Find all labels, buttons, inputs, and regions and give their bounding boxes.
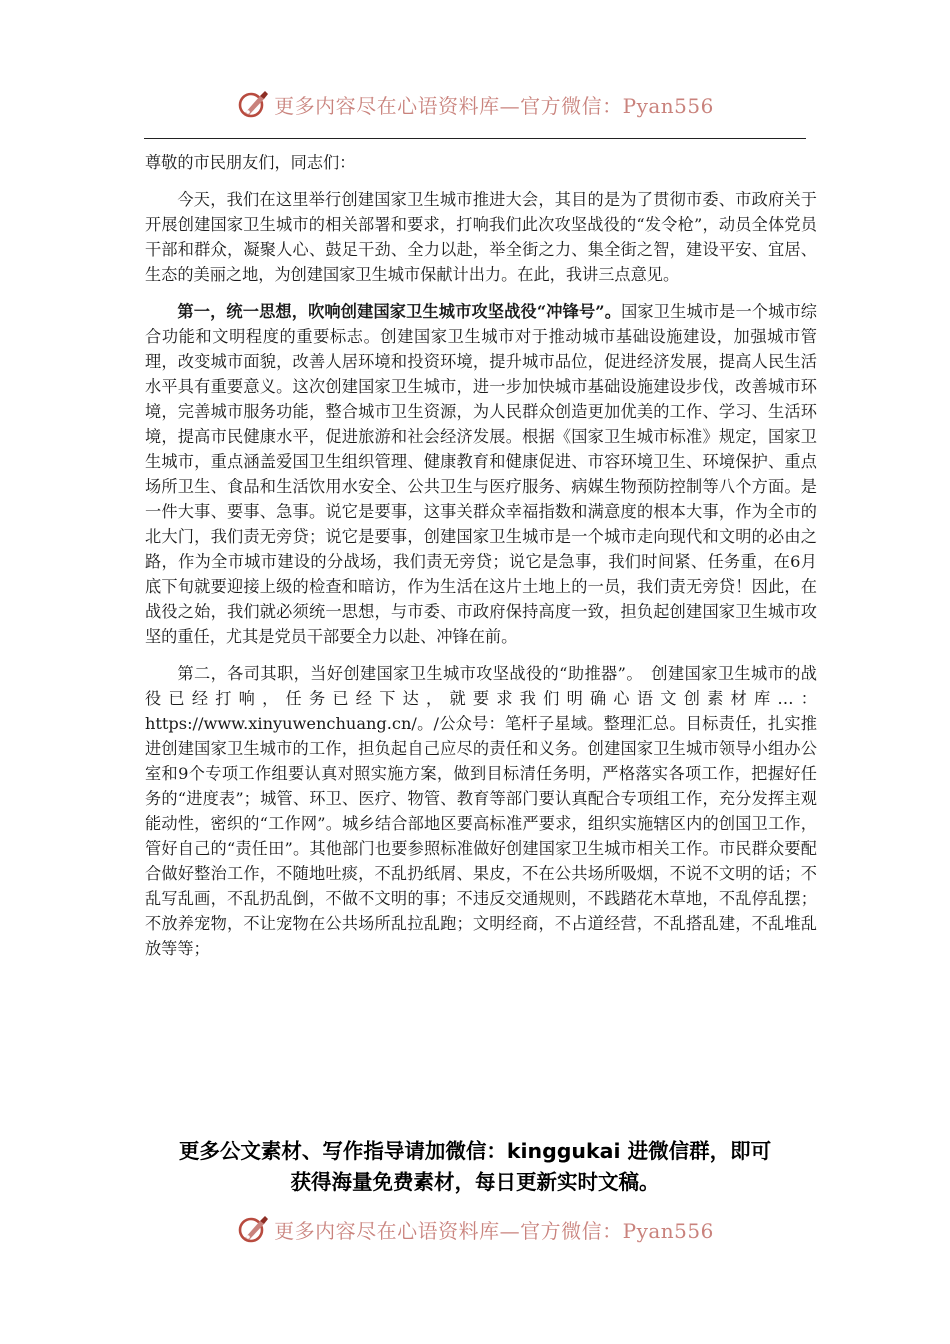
intro-paragraph: 今天，我们在这里举行创建国家卫生城市推进大会，其目的是为了贯彻市委、市政府关于开展创建国家卫生城市的相关部署和要求，打响我们此次攻坚战役的“发令枪”，动员全体党员干部和群众，凝聚人心、鼓足干劲、全力以赴，举全街之力、集全街之智，建设平安、宜居、生态的美丽之地，为创建国家卫生城市保献计出力。在此，我讲三点意见。 <box>145 190 817 284</box>
header-divider <box>144 138 806 139</box>
promo-line-2: 获得海量免费素材，每日更新实时文稿。 <box>290 1170 660 1194</box>
header-banner-text: 更多内容尽在心语资料库—官方微信：Pyan556 <box>274 93 714 118</box>
document-body <box>145 150 817 961</box>
footer-banner-text: 更多内容尽在心语资料库—官方微信：Pyan556 <box>274 1218 714 1243</box>
footer-banner <box>0 1209 950 1249</box>
header-banner <box>0 84 950 124</box>
point-one-body: 国家卫生城市是一个城市综合功能和文明程度的重要标志。创建国家卫生城市对于推动城市基础设施建设，加强城市管理，改变城市面貌，改善人居环境和投资环境，提升城市品位，促进经济发展，提高人民生活水平具有重要意义。这次创建国家卫生城市，进一步加快城市基础设施建设步伐，改善城市环境，完善城市服务功能，整合城市卫生资源，为人民群众创造更加优美的工作、学习、生活环境，提高市民健康水平，促进旅游和社会经济发展。根据《国家卫生城市标准》规定，国家卫生城市，重点涵盖爱国卫生组织管理、健康教育和健康促进、市容环境卫生、环境保护、重点场所卫生、食品和生活饮用水安全、公共卫生与医疗服务、病媒生物预防控制等八个方面。是一件大事、要事、急事。说它是要事，这事关群众幸福指数和满意度的根本大事，作为全市的北大门，我们责无旁贷；说它是要事，创建国家卫生城市是一个城市走向现代和文明的必由之路，作为全市城市建设的分战场，我们责无旁贷；说它是急事，我们时间紧、任务重，在6月底下旬就要迎接上级的检查和暗访，作为生活在这片土地上的一员，我们责无旁贷！因此，在战役之始，我们就必须统一思想，与市委、市政府保持高度一致，担负起创建国家卫生城市攻坚的重任，尤其是党员干部要全力以赴、冲锋在前。 <box>145 302 817 646</box>
salutation: 尊敬的市民朋友们，同志们： <box>145 153 356 172</box>
pen-nib-logo-icon <box>236 87 270 121</box>
promo-block <box>0 1136 950 1198</box>
point-two-paragraph: 第二，各司其职，当好创建国家卫生城市攻坚战役的“助推器”。 创建国家卫生城市的战役已经打响，任务已经下达，就要求我们明确心语文创素材库…：https://www.xinyuwenchuang.cn/。/公众号：笔杆子星域。整理汇总。目标责任，扎实推进创建国家卫生城市的工作，担负起自己应尽的责任和义务。创建国家卫生城市领导小组办公室和9个专项工作组要认真对照实施方案，做到目标清任务明，严格落实各项工作，把握好任务的“进度表”；城管、环卫、医疗、物管、教育等部门要认真配合专项组工作，充分发挥主观能动性，密织的“工作网”。城乡结合部地区要高标准严要求，组织实施辖区内的创国卫工作，管好自己的“责任田”。其他部门也要参照标准做好创建国家卫生城市相关工作。市民群众要配合做好整治工作，不随地吐痰，不乱扔纸屑、果皮，不在公共场所吸烟，不说不文明的话；不乱写乱画，不乱扔乱倒，不做不文明的事；不违反交通规则，不践踏花木草地，不乱停乱摆；不放养宠物，不让宠物在公共场所乱拉乱跑；文明经商，不占道经营，不乱搭乱建，不乱堆乱放等等； <box>145 664 817 958</box>
promo-line-1: 更多公文素材、写作指导请加微信：kinggukai 进微信群，即可 <box>178 1139 772 1163</box>
pen-nib-logo-icon <box>236 1212 270 1246</box>
point-one-paragraph <box>145 299 817 649</box>
point-one-heading: 第一，统一思想，吹响创建国家卫生城市攻坚战役“冲锋号”。 <box>177 302 622 321</box>
